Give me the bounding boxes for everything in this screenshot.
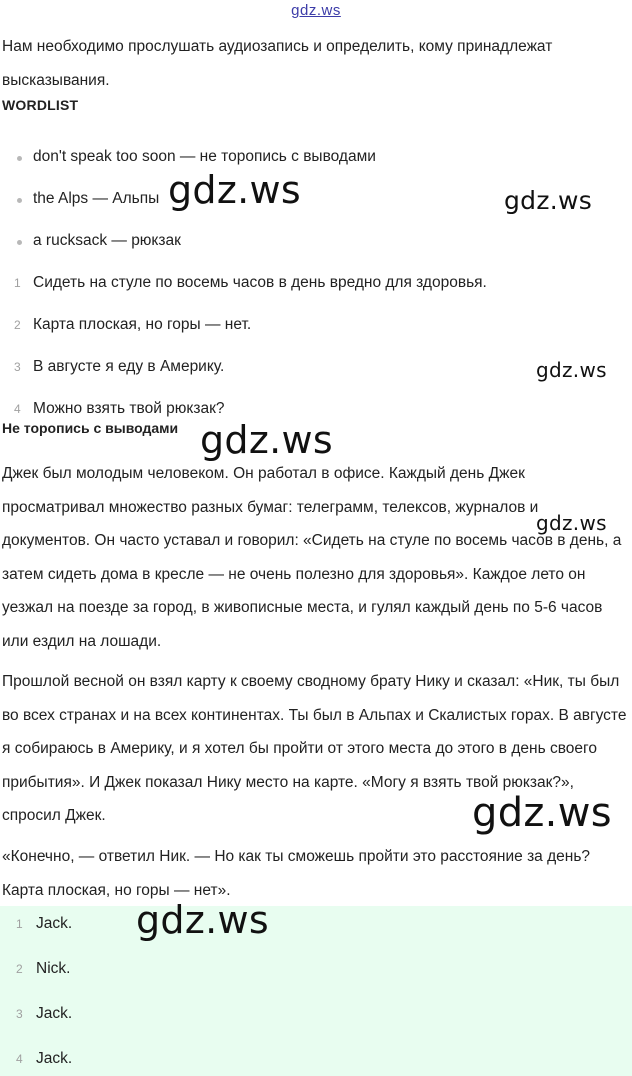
list-item-text: Сидеть на стуле по восемь часов в день вредно для здоровья. [33, 274, 487, 291]
list-item-text: don't speak too soon — не торопись с выводами [33, 148, 376, 165]
watermark: gdz.ws [504, 186, 593, 215]
bullet-icon [14, 182, 33, 216]
answer-number: 2 [16, 962, 23, 976]
list-item [14, 266, 624, 308]
answer-item [16, 999, 72, 1029]
wordlist [14, 140, 624, 434]
answer-item [16, 909, 72, 939]
bullet-icon [14, 224, 33, 258]
answer-number: 1 [16, 917, 23, 931]
watermark: gdz.ws [200, 418, 333, 462]
list-item [14, 140, 624, 182]
wordlist-heading: WORDLIST [2, 97, 79, 113]
list-item-text: Карта плоская, но горы — нет. [33, 316, 252, 333]
answer-text: Jack. [36, 1005, 73, 1022]
story-paragraph-2: Прошлой весной он взял карту к своему сводному брату Нику и сказал: «Ник, ты был во всех странах и на всех континентах. Ты был в Альпах и Скалистых горах. В августе я собираюсь в Америку, и я хотел бы пройти от этого места до этого в день своего прибытия». И Джек показал Нику место на карте. «Могу я взять твой рюкзак?», спросил Джек. [2, 673, 627, 824]
watermark: gdz.ws [168, 168, 301, 212]
watermark: gdz.ws [536, 358, 607, 382]
answer-block [0, 906, 632, 1076]
item-number: 4 [14, 402, 21, 416]
list-item-text: Можно взять твой рюкзак? [33, 400, 225, 417]
list-item-text: the Alps — Альпы [33, 190, 160, 207]
answer-text: Nick. [36, 960, 71, 977]
bullet-icon [14, 140, 33, 174]
list-item [14, 308, 624, 350]
answer-text: Jack. [36, 915, 73, 932]
list-item-text: a rucksack — рюкзак [33, 232, 181, 249]
list-item [14, 350, 624, 392]
task-instruction: Нам необходимо прослушать аудиозапись и определить, кому принадлежат высказывания. [2, 38, 553, 89]
item-number: 1 [14, 276, 21, 290]
story-paragraph-3: «Конечно, — ответил Ник. — Но как ты сможешь пройти это расстояние за день? Карта плоская, но горы — нет». [2, 848, 591, 899]
answer-text: Jack. [36, 1050, 73, 1067]
answer-number: 4 [16, 1052, 23, 1066]
list-item [14, 224, 624, 266]
answer-number: 3 [16, 1007, 23, 1021]
list-item-text: В августе я еду в Америку. [33, 358, 225, 375]
watermark: gdz.ws [472, 790, 612, 836]
site-link[interactable]: gdz.ws [291, 2, 341, 19]
item-number: 3 [14, 360, 21, 374]
story-title: Не торопись с выводами [2, 420, 179, 436]
answer-item [16, 954, 70, 984]
story-paragraph-1: Джек был молодым человеком. Он работал в офисе. Каждый день Джек просматривал множество разных бумаг: телеграмм, телексов, журналов и документов. Он часто уставал и говорил: «Сидеть на стуле по восемь часов в день, а затем сидеть дома в кресле — не очень полезно для здоровья». Каждое лето он уезжал на поезде за город, в живописные места, и гулял каждый день по 5-6 часов или ездил на лошади. [2, 465, 622, 650]
item-number: 2 [14, 318, 21, 332]
watermark: gdz.ws [136, 898, 269, 942]
answer-item [16, 1044, 72, 1074]
watermark: gdz.ws [536, 511, 607, 535]
